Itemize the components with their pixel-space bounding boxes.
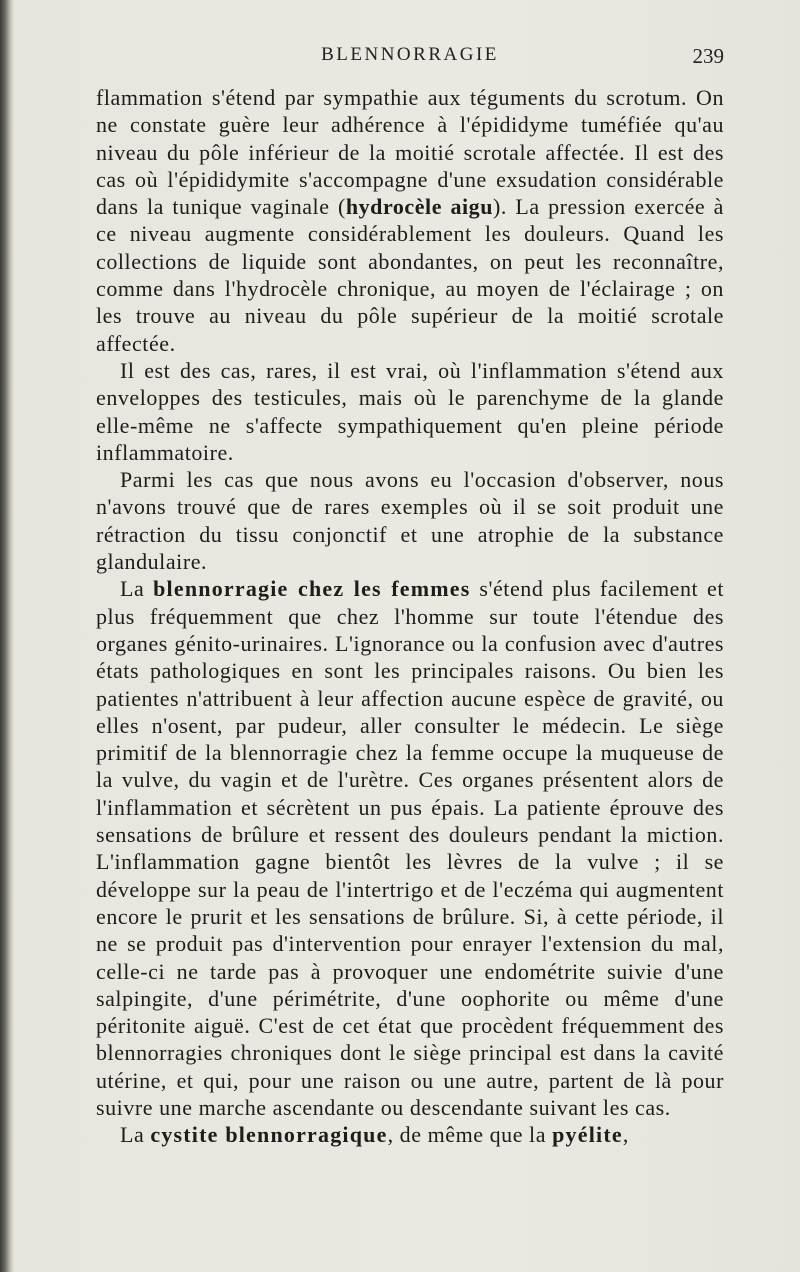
bold-term: hydrocèle aigu [345, 194, 494, 220]
bold-term: cystite blennorragique [150, 1122, 388, 1148]
text-run: , de même que la [387, 1122, 553, 1148]
page-number: 239 [692, 44, 724, 68]
page-binding-edge [0, 0, 14, 1272]
paragraph [96, 1121, 724, 1148]
paragraph [96, 575, 724, 1121]
bold-term: blennorragie chez les femmes [153, 576, 471, 602]
paragraph: Il est des cas, rares, il est vrai, où l'inflammation s'étend aux enveloppes des testicules, mais où le parenchyme de la glande elle-même ne s'affecte sympathiquement qu'en pleine période inflammatoire. [96, 357, 724, 465]
text-run: , [622, 1122, 629, 1148]
paragraph: Parmi les cas que nous avons eu l'occasion d'observer, nous n'avons trouvé que de rares exemples où il se soit produit une rétraction du tissu conjonctif et une atrophie de la substance glandulaire. [96, 467, 724, 575]
body-text [96, 84, 724, 1149]
text-run: flammation s'étend par sympathie aux téguments du scrotum. On ne constate guère leur adhérence à l'épididyme tuméfiée qu'au niveau du pôle inférieur de la moitié scrotale affectée. Il est des cas où l'épididymite s'accompagne d'une exsudation considérable dans la tunique vaginale ( [96, 85, 724, 220]
text-run: s'étend plus facilement et plus fréquemment que chez l'homme sur toute l'étendue des organes génito-urinaires. L'ignorance ou la confusion avec d'autres états pathologiques en sont les principales raisons. Ou bien les patientes n'attribuent à leur affection aucune espèce de gravité, ou elles n'osent, par pudeur, aller consulter le médecin. Le siège primitif de la blennorragie chez la femme occupe la muqueuse de la vulve, du vagin et de l'urètre. Ces organes présentent alors de l'inflammation et sécrètent un pus épais. La patiente éprouve des sensations de brûlure et ressent des douleurs pendant la miction. L'inflammation gagne bientôt les lèvres de la vulve ; il se développe sur la peau de l'intertrigo et de l'eczéma qui augmentent encore le prurit et les sensations de brûlure. Si, à cette période, il ne se produit pas d'intervention pour enrayer l'extension du mal, celle-ci ne tarde pas à provoquer une endométrite suivie d'une salpingite, d'une périmétrite, d'une oophorite ou même d'une péritonite aiguë. C'est de cet état que procèdent fréquemment des blennorragies chroniques dont le siège principal est dans la cavité utérine, et qui, pour une raison ou une autre, partent de là pour suivre une marche ascendante ou descendante suivant les cas. [96, 576, 724, 1120]
text-run: La [120, 1122, 151, 1148]
text-run: ). La pression exercée à ce niveau augmente considérablement les douleurs. Quand les collections de liquide sont abondantes, on peut les reconnaître, comme dans l'hydrocèle chronique, au moyen de l'éclairage ; on les trouve au niveau du pôle supérieur de la moitié scrotale affectée. [96, 194, 724, 356]
page-header [96, 44, 724, 74]
paragraph [96, 84, 724, 357]
text-run: La [120, 576, 154, 602]
running-title: BLENNORRAGIE [321, 44, 499, 65]
bold-term: pyélite [552, 1122, 623, 1148]
